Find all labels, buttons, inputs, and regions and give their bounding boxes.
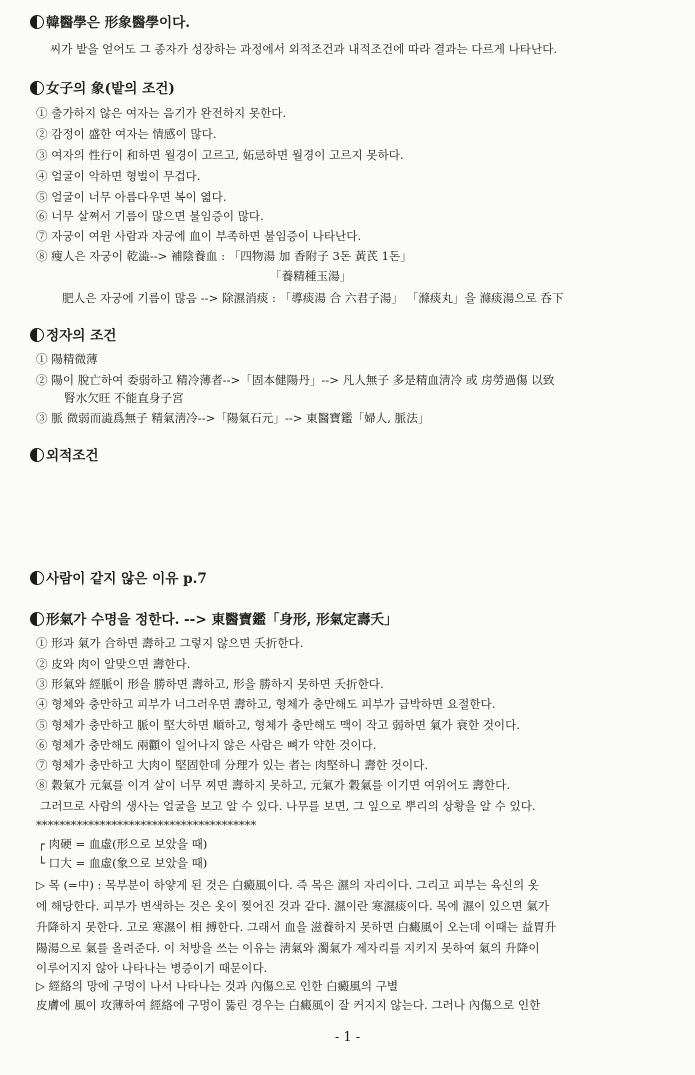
- list-item: ④ 얼굴이 악하면 형벌이 무겁다.: [36, 169, 201, 183]
- text-line: 이루어지지 않아 나타나는 병증이기 때문이다.: [36, 961, 268, 975]
- list-item: ③ 여자의 性行이 和하면 월경이 고르고, 妬忌하면 월경이 고르지 못하다.: [36, 148, 404, 162]
- text-line: 씨가 밭을 얻어도 그 종자가 성장하는 과정에서 외적조건과 내적조건에 따라 결과는 다르게 나타난다.: [50, 42, 558, 56]
- text-line: 肥人은 자궁에 기름이 많음 --> 除濕消痰 : 「導痰湯 合 六君子湯」 「滌痰丸」을 滌痰湯으로 呑下: [62, 291, 564, 305]
- yin-yang-icon: [30, 81, 44, 95]
- yin-yang-icon: [30, 571, 44, 585]
- yin-yang-icon: [30, 612, 44, 626]
- list-item: ① 陽精微薄: [36, 352, 98, 366]
- text-line: 升降하지 못한다. 고로 寒濕이 相 搏한다. 그래서 血을 滋養하지 못하면 白癜風이 오는데 이때는 益胃升: [36, 920, 557, 934]
- list-item: ⑥ 너무 살쪄서 기름이 많으면 불임증이 많다.: [36, 209, 264, 223]
- list-item: ① 形과 氣가 合하면 壽하고 그렇지 않으면 夭折한다.: [36, 636, 304, 650]
- text-line: ▷ 목 (=中) : 목부분이 하얗게 된 것은 白癜風이다. 즉 목은 濕의 자리이다. 그리고 피부는 육신의 옷: [36, 878, 540, 892]
- list-item: ⑧ 穀氣가 元氣를 이겨 살이 너무 찌면 壽하지 못하고, 元氣가 穀氣를 이기면 여위어도 壽한다.: [36, 778, 511, 792]
- list-item: ② 皮와 肉이 알맞으면 壽한다.: [36, 657, 191, 671]
- page-number: - 1 -: [334, 1030, 361, 1045]
- section-heading-hanuihak: 韓醫學은 形象醫學이다.: [30, 14, 687, 33]
- list-item: ② 감정이 盛한 여자는 情感이 많다.: [36, 127, 217, 141]
- section-heading-sperm: 정자의 조건: [30, 327, 687, 346]
- text-line: ▷ 經絡의 망에 구멍이 나서 나타나는 것과 內傷으로 인한 白癜風의 구별: [36, 979, 399, 993]
- list-item: ⑤ 형체가 충만하고 脈이 堅大하면 順하고, 형체가 충만해도 맥이 작고 弱하면 氣가 衰한 것이다.: [36, 718, 521, 732]
- list-item: ④ 형체와 충만하고 피부가 너그러우면 壽하고, 형체가 충만해도 피부가 급박하면 요절한다.: [36, 697, 496, 711]
- yin-yang-icon: [30, 328, 44, 342]
- star-divider: **************************************: [36, 818, 257, 832]
- text-line: └ 口大 = 血虛(象으로 보았을 때): [38, 856, 208, 870]
- section-heading-difference: 사람이 같지 않은 이유 p.7: [30, 570, 687, 589]
- section-heading-women: 女子의 象(밭의 조건): [30, 80, 687, 99]
- section-heading-hyeonggi: 形氣가 수명을 정한다. --> 東醫寶鑑「身形, 形氣定壽夭」: [30, 611, 687, 630]
- list-item: ⑤ 얼굴이 너무 아름다우면 복이 엷다.: [36, 190, 227, 204]
- text-line: ┌ 肉硬 = 血虛(形으로 보았을 때): [38, 837, 208, 851]
- section-heading-external: 외적조건: [30, 447, 687, 466]
- list-item: ⑧ 瘦人은 자궁이 乾澁--> 補陰養血 : 「四物湯 加 香附子 3돈 黃芪 1돈」: [36, 249, 412, 263]
- list-item: ① 출가하지 않은 여자는 음기가 완전하지 못한다.: [36, 106, 287, 120]
- list-item: ② 陽이 脫亡하여 委弱하고 精冷薄者-->「固本健陽丹」--> 凡人無子 多是精血淸冷 或 房勞過傷 以致: [36, 373, 555, 387]
- text-line: 陽湯으로 氣를 올려준다. 이 처방을 쓰는 이유는 淸氣와 濁氣가 제자리를 지키지 못하여 氣의 升降이: [36, 941, 540, 955]
- yin-yang-icon: [30, 448, 44, 462]
- list-item-continuation: 腎水欠旺 不能直身子宮: [64, 391, 184, 405]
- text-line: 에 해당한다. 피부가 변색하는 것은 옷이 찢어진 것과 같다. 濕이란 寒濕痰이다. 목에 濕이 있으면 氣가: [36, 899, 550, 913]
- list-item: ⑥ 형체가 충만해도 兩顴이 일어나지 않은 사람은 뼈가 약한 것이다.: [36, 738, 377, 752]
- list-item-continuation: 「養精種玉湯」: [270, 269, 352, 283]
- list-item: ③ 形氣와 經脈이 形을 勝하면 壽하고, 形을 勝하지 못하면 夭折한다.: [36, 677, 384, 691]
- yin-yang-icon: [30, 15, 44, 29]
- list-item: ⑦ 자궁이 여윈 사람과 자궁에 血이 부족하면 불임증이 나타난다.: [36, 229, 362, 243]
- text-line: 皮膚에 風이 攻薄하여 經絡에 구멍이 뚫린 경우는 白癜風이 잘 커지지 않는다. 그러나 內傷으로 인한: [36, 998, 541, 1012]
- list-item: ⑦ 형체가 충만하고 大肉이 堅固한데 分理가 있는 者는 肉堅하니 壽한 것이다.: [36, 758, 429, 772]
- conclusion-line: 그러므로 사람의 생사는 얼굴을 보고 알 수 있다. 나무를 보면, 그 잎으로 뿌리의 상황을 알 수 있다.: [40, 799, 536, 813]
- list-item: ③ 脈 微弱而澁爲無子 精氣淸冷-->「陽氣石元」--> 東醫寶鑑「婦人, 脈法」: [36, 411, 430, 425]
